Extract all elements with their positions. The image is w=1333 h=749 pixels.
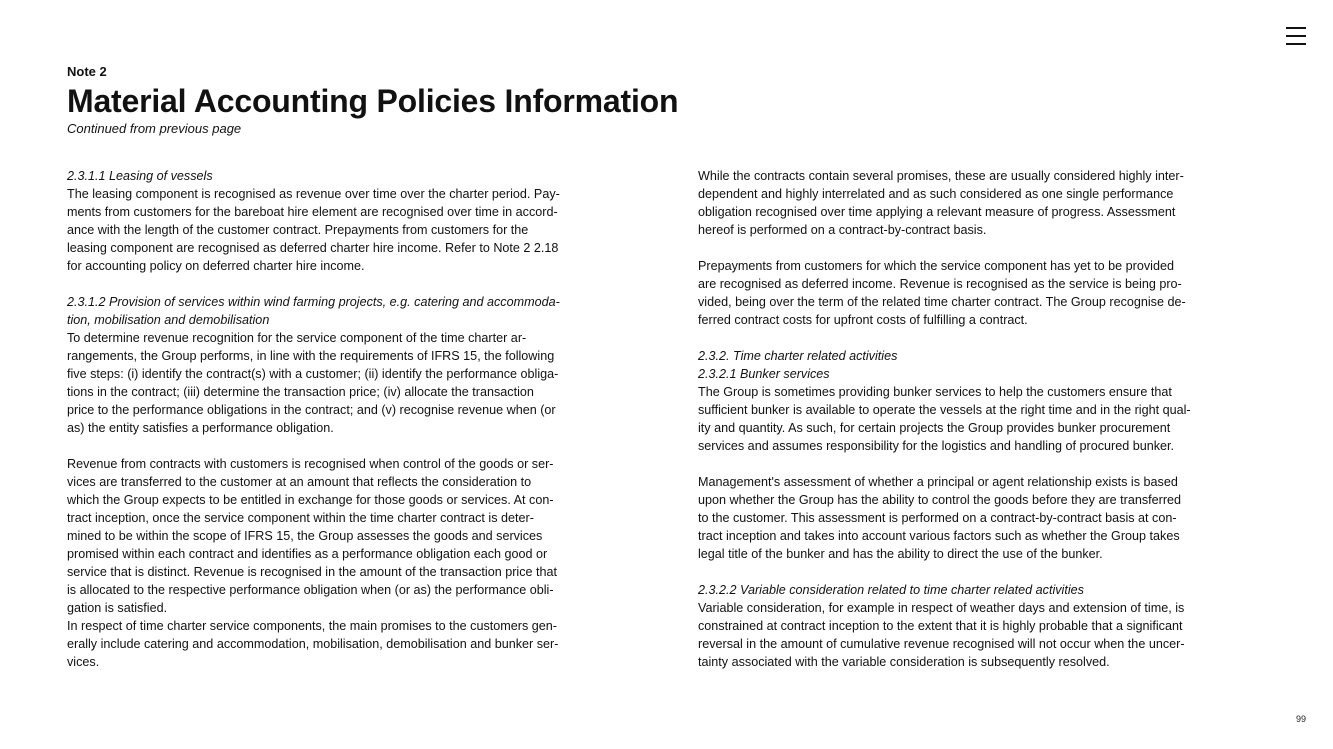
- paragraph-service-components: In respect of time charter service components, the main promises to the customers gen- erally include catering and accommodation, mobilisation, demobilisation and bunker ser- vices.: [67, 619, 559, 669]
- menu-bar-middle: [1286, 35, 1306, 37]
- paragraph-promises: While the contracts contain several promises, these are usually considered highly inter- dependent and highly interrelated and as such considered as one single performance obligation recognised over time applying a relevant measure of progress. Assessment hereof is performed on a contract-by-contract basis.: [698, 169, 1184, 237]
- paragraph-bunker-services: The Group is sometimes providing bunker services to help the customers ensure that sufficient bunker is available to operate the vessels at the right time and in the right qual- ity and quantity. As such, for certain projects the Group provides bunker procurement services and assumes responsibility for the logistics and handling of procured bunker.: [698, 385, 1191, 453]
- continued-subtitle: Continued from previous page: [67, 121, 242, 136]
- section-heading-services: 2.3.1.2 Provision of services within wind farming projects, e.g. catering and accommoda- tion, mobilisation and demobilisation: [67, 295, 560, 327]
- page-number: 99: [1295, 714, 1306, 724]
- paragraph-revenue-contracts: Revenue from contracts with customers is recognised when control of the goods or ser- vices are transferred to the customer at an amount that reflects the consideration to which the Group expects to be entitled in exchange for those goods or services. At con- tract inception, once the service component within the time charter contract is deter- mined to be within the scope of IFRS 15, the Group assesses the goods and services promised within each contract and identifies as a performance obligation each good or service that is distinct. Revenue is recognised in the amount of the transaction price that is allocated to the respective performance obligation when (or as) the performance obli- gation is satisfied.: [67, 457, 558, 615]
- paragraph-leasing: The leasing component is recognised as revenue over time over the charter period. Pay- ments from customers for the bareboat hire element are recognised over time in accord- ance with the length of the customer contract. Prepayments from customers for the leasing component are recognised as deferred charter hire income. Refer to Note 2 2.18 for accounting policy on deferred charter hire income.: [67, 187, 560, 273]
- menu-bar-top: [1286, 27, 1306, 29]
- hamburger-menu-icon[interactable]: [1286, 27, 1306, 45]
- right-column: [698, 167, 1268, 671]
- paragraph-variable-consideration: Variable consideration, for example in respect of weather days and extension of time, is constrained at contract inception to the extent that it is highly probable that a significant reversal in the amount of cumulative revenue recognised will not occur when the uncer- tainty associated with the variable consideration is subsequently resolved.: [698, 601, 1185, 669]
- section-heading-variable: 2.3.2.2 Variable consideration related to time charter related activities: [698, 583, 1084, 597]
- paragraph-principal-agent: Management's assessment of whether a principal or agent relationship exists is based upon whether the Group has the ability to control the goods before they are transferred to the customer. This assessment is performed on a contract-by-contract basis at con- tract inception and takes into account various factors such as whether the Group takes legal title of the bunker and has the ability to direct the use of the bunker.: [698, 475, 1182, 561]
- left-column: [67, 167, 637, 671]
- section-heading-leasing: 2.3.1.1 Leasing of vessels: [67, 169, 213, 183]
- page-title: Material Accounting Policies Information: [67, 83, 679, 119]
- menu-bar-bottom: [1286, 43, 1306, 45]
- paragraph-revenue-steps: To determine revenue recognition for the service component of the time charter ar- rangements, the Group performs, in line with the requirements of IFRS 15, the following five steps: (i) identify the contract(s) with a customer; (ii) identify the performance obliga- tions in the contract; (iii) determine the transaction price; (iv) allocate the transaction price to the performance obligations in the contract; and (v) recognise revenue when (or as) the entity satisfies a performance obligation.: [67, 331, 559, 435]
- paragraph-prepayments: Prepayments from customers for which the service component has yet to be provided are recognised as deferred income. Revenue is recognised as the service is being pro- vided, being over the term of the related time charter contract. The Group recognise de- ferred contract costs for upfront costs of fulfilling a contract.: [698, 259, 1186, 327]
- page-header: [67, 64, 678, 137]
- section-heading-bunker: 2.3.2. Time charter related activities 2.3.2.1 Bunker services: [698, 349, 898, 381]
- note-label: Note 2: [67, 64, 107, 79]
